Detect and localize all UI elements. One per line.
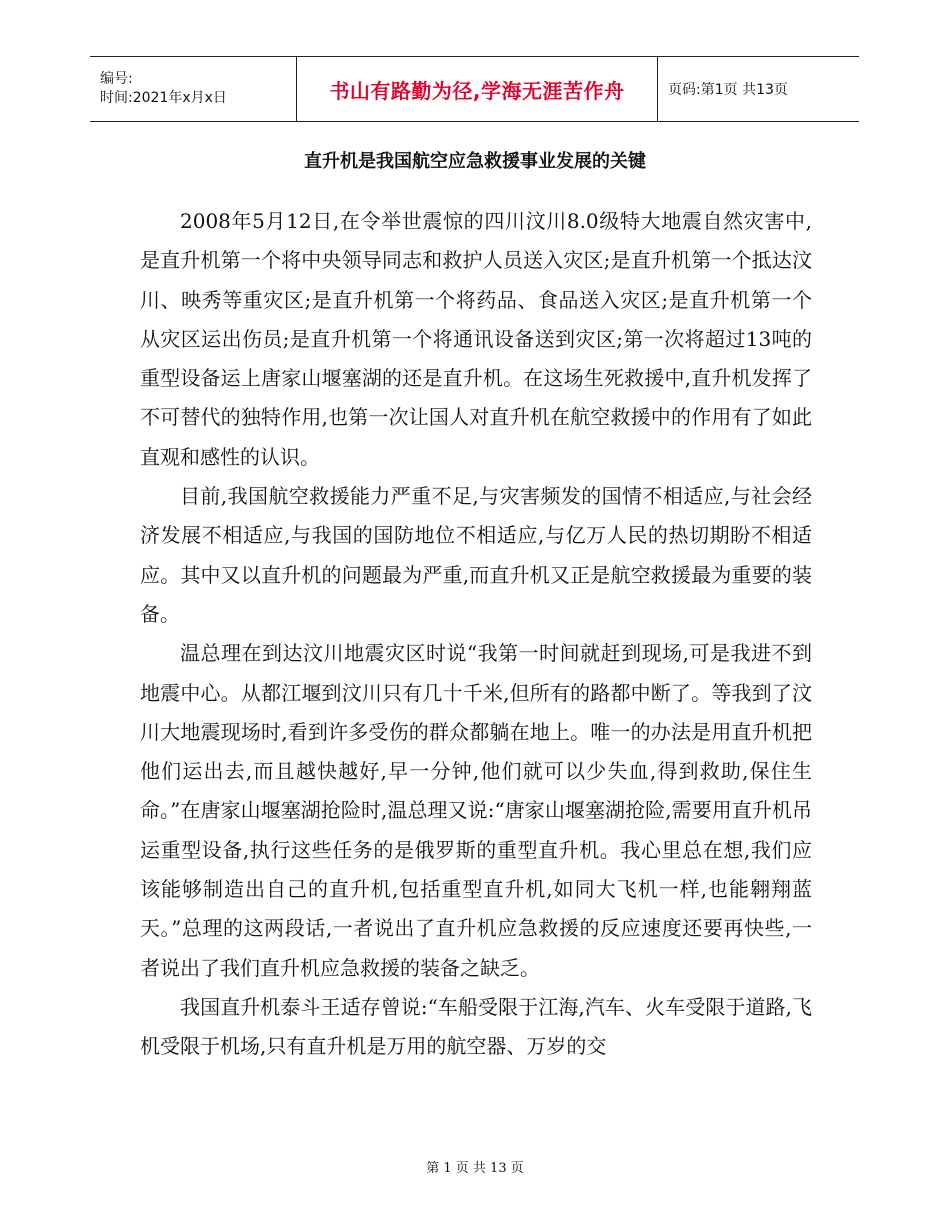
header-meta: [90, 57, 297, 122]
document-title: 直升机是我国航空应急救援事业发展的关键: [304, 151, 646, 172]
paragraph-3: 温总理在到达汶川地震灾区时说“我第一时间就赶到现场,可是我进不到地震中心。从都江堰到汶川只有几十千米,但所有的路都中断了。等我到了汶川大地震现场时,看到许多受伤的群众都躺在地上。唯一的办法是用直升机把他们运出去,而且越快越好,早一分钟,他们就可以少失血,得到救助,保住生命。”在唐家山堰塞湖抢险时,温总理又说:“唐家山堰塞湖抢险,需要用直升机吊运重型设备,执行这些任务的是俄罗斯的重型直升机。我心里总在想,我们应该能够制造出自己的直升机,包括重型直升机,如同大飞机一样,也能翱翔蓝天。”总理的这两段话,一者说出了直升机应急救援的反应速度还要再快些,一者说出了我们直升机应急救援的装备之缺乏。: [140, 641, 812, 980]
motto: 书山有路勤为径,学海无涯苦作舟: [329, 78, 625, 103]
header-page-info: 页码:第1页 共13页: [668, 82, 788, 98]
document-body: [140, 202, 812, 1067]
page-footer: 第 1 页 共 13 页: [426, 1161, 524, 1176]
time-line: 时间:2021年x月x日: [100, 90, 227, 106]
document-header: [90, 56, 859, 122]
header-motto-cell: [297, 57, 658, 122]
number-label: 编号:: [100, 71, 133, 87]
paragraph-1: 2008年5月12日,在令举世震惊的四川汶川8.0级特大地震自然灾害中,是直升机第一个将中央领导同志和救护人员送入灾区;是直升机第一个抵达汶川、映秀等重灾区;是直升机第一个将药品、食品送入灾区;是直升机第一个从灾区运出伤员;是直升机第一个将通讯设备送到灾区;第一次将超过13吨的重型设备运上唐家山堰塞湖的还是直升机。在这场生死救援中,直升机发挥了不可替代的独特作用,也第一次让国人对直升机在航空救援中的作用有了如此直观和感性的认识。: [140, 209, 812, 469]
paragraph-4: 我国直升机泰斗王适存曾说:“车船受限于江海,汽车、火车受限于道路,飞机受限于机场,只有直升机是万用的航空器、万岁的交: [140, 994, 812, 1059]
paragraph-2: 目前,我国航空救援能力严重不足,与灾害频发的国情不相适应,与社会经济发展不相适应,与我国的国防地位不相适应,与亿万人民的热切期盼不相适应。其中又以直升机的问题最为严重,而直升机又正是航空救援最为重要的装备。: [140, 484, 812, 626]
